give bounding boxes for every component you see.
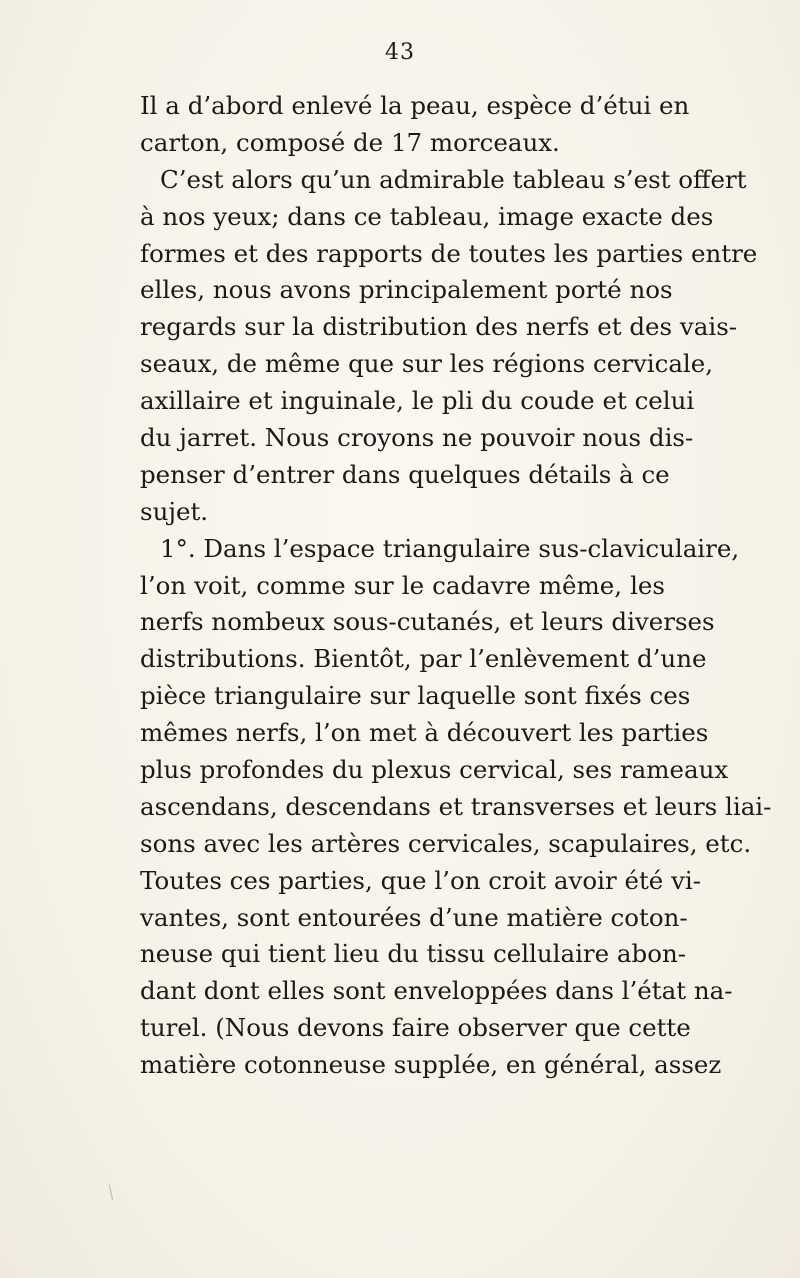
- text-line: pièce triangulaire sur laquelle sont fixés ces: [140, 681, 691, 711]
- text-line: carton, composé de 17 morceaux.: [140, 127, 560, 157]
- text-line: du jarret. Nous croyons ne pouvoir nous dis-: [140, 423, 694, 453]
- text-line: à nos yeux; dans ce tableau, image exacte des: [140, 201, 714, 231]
- text-line: turel. (Nous devons faire observer que cette: [140, 1013, 691, 1043]
- text-line: axillaire et inguinale, le pli du coude et celui: [140, 386, 695, 416]
- text-line: Il a d’abord enlevé la peau, espèce d’étui en: [140, 91, 690, 120]
- text-line: matière cotonneuse supplée, en général, assez: [140, 1050, 722, 1080]
- page-number: 43: [385, 40, 415, 65]
- body-text: [140, 88, 772, 1084]
- text-line: elles, nous avons principalement porté nos: [140, 275, 673, 305]
- text-line: vantes, sont entourées d’une matière coton-: [140, 902, 688, 932]
- text-line: regards sur la distribution des nerfs et des vais-: [140, 312, 738, 342]
- text-line: C’est alors qu’un admirable tableau s’est offert: [160, 164, 747, 194]
- text-line: sons avec les artères cervicales, scapulaires, etc.: [140, 828, 752, 858]
- text-line: plus profondes du plexus cervical, ses rameaux: [140, 755, 729, 785]
- text-line: 1°. Dans l’espace triangulaire sus-claviculaire,: [160, 533, 740, 563]
- text-line: formes et des rapports de toutes les parties entre: [140, 238, 758, 268]
- text-line: l’on voit, comme sur le cadavre même, les: [140, 570, 665, 600]
- text-line: seaux, de même que sur les régions cervicale,: [140, 349, 714, 379]
- margin-smudge-mark: /: [103, 1181, 119, 1204]
- text-line: sujet.: [140, 496, 209, 526]
- text-line: dant dont elles sont enveloppées dans l’état na-: [140, 976, 733, 1006]
- text-line: neuse qui tient lieu du tissu cellulaire abon-: [140, 939, 687, 969]
- text-line: Toutes ces parties, que l’on croit avoir été vi-: [140, 865, 702, 895]
- text-line: ascendans, descendans et transverses et leurs liai-: [140, 791, 772, 821]
- text-line: penser d’entrer dans quelques détails à ce: [140, 459, 670, 489]
- text-line: distributions. Bientôt, par l’enlèvement d’une: [140, 644, 707, 674]
- text-line: mêmes nerfs, l’on met à découvert les parties: [140, 718, 709, 748]
- text-line: nerfs nombeux sous-cutanés, et leurs diverses: [140, 607, 715, 637]
